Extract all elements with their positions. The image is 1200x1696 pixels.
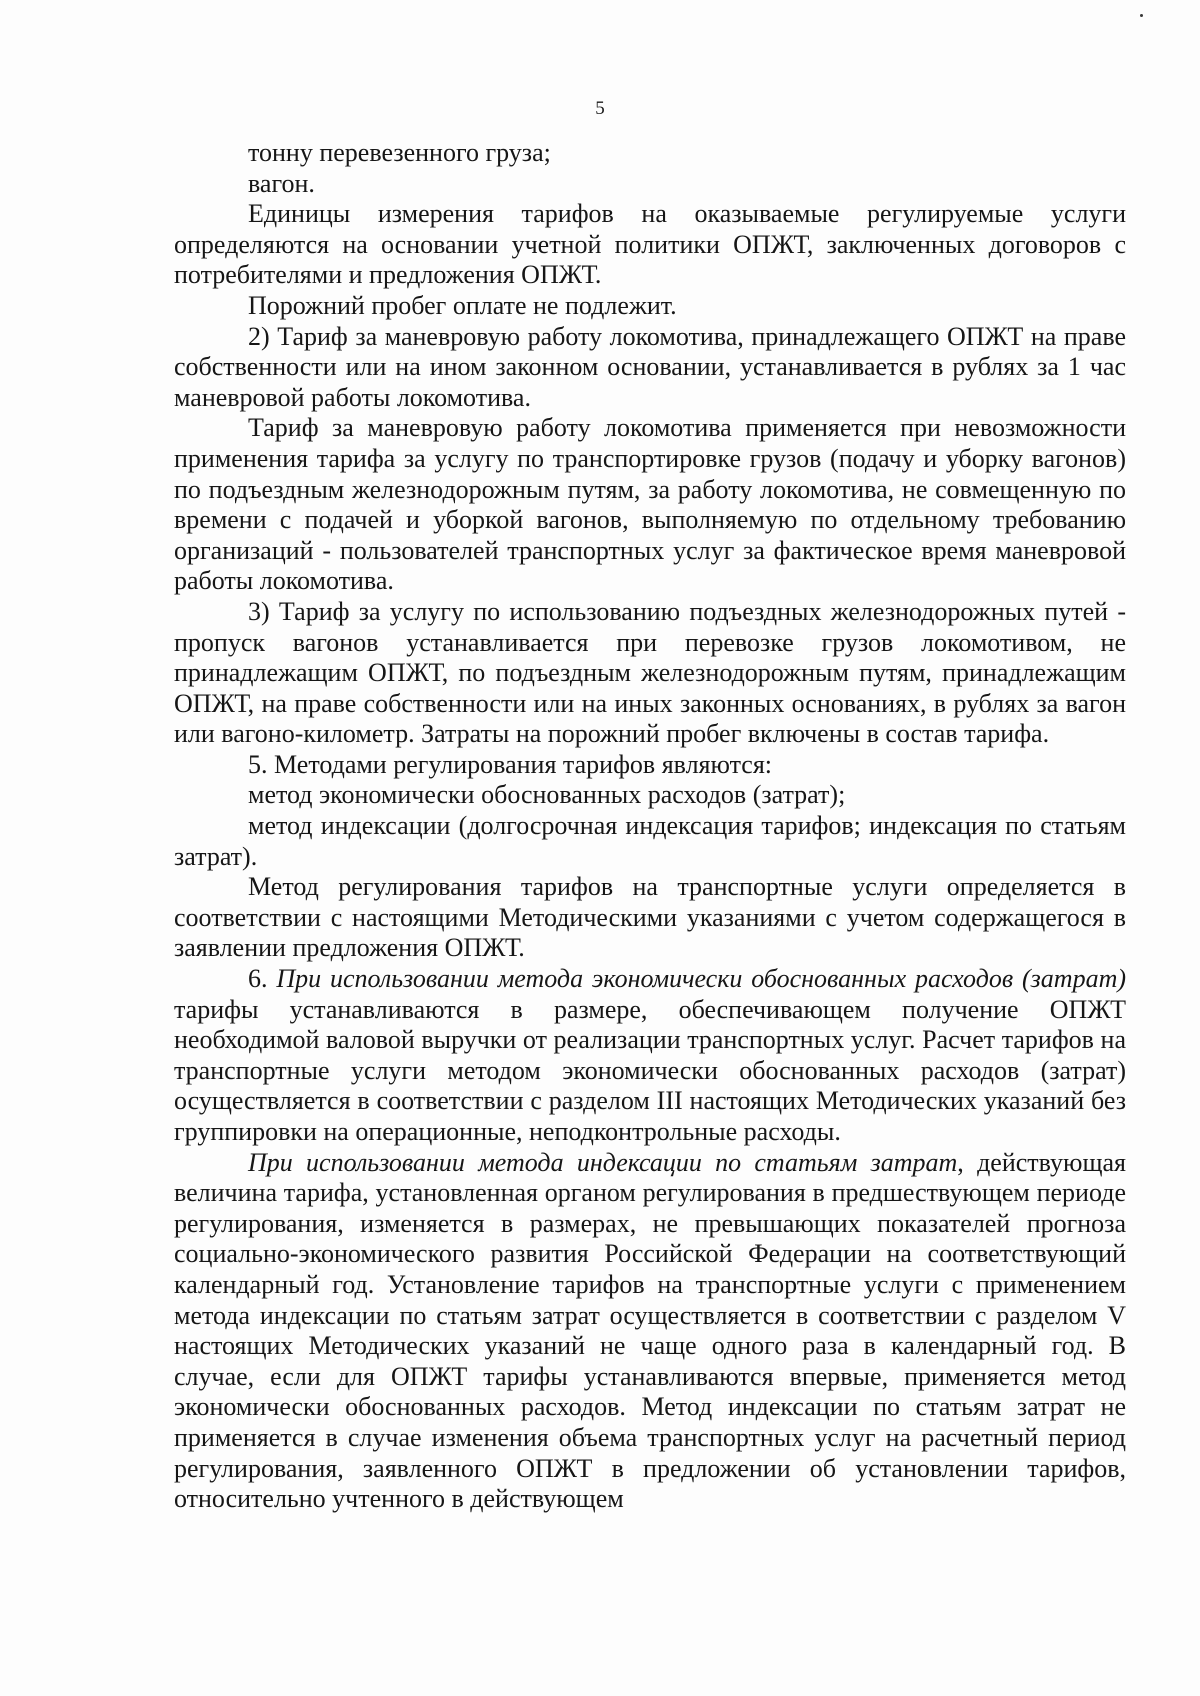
paragraph-cargo-unit: тонну перевезенного груза; bbox=[248, 138, 551, 167]
paragraph-method-economic: метод экономически обоснованных расходов (затрат); bbox=[248, 780, 846, 810]
body-text bbox=[174, 138, 1126, 1515]
paragraph-economic-method-detail bbox=[174, 964, 1126, 1148]
paragraph-lead: 6. bbox=[248, 964, 277, 994]
page-number: 5 bbox=[595, 98, 605, 119]
italic-phrase: При использовании метода индексации по статьям затрат bbox=[248, 1147, 958, 1177]
paragraph-method-determination: Метод регулирования тарифов на транспортные услуги определяется в соответствии с настоящими Методическими указаниями с учетом содержащегося в заявлении предложения ОПЖТ. bbox=[174, 872, 1126, 963]
paragraph-body: , действующая величина тарифа, установленная органом регулирования в предшествующем периоде регулирования, изменяется в размерах, не превышающих показателей прогноза социально-экономического развития Российской Федерации на соответствующий календарный год. Установление тарифов на транспортные услуги с применением метода индексации по статьям затрат осуществляется в соответствии с разделом V настоящих Методических указаний не чаще одного раза в календарный год. В случае, если для ОПЖТ тарифы устанавливаются впервые, применяется метод экономически обоснованных расходов. Метод индексации по статьям затрат не применяется в случае изменения объема транспортных услуг на расчетный период регулирования, заявленного ОПЖТ в предложении об установлении тарифов, относительно учтенного в действующем bbox=[174, 1147, 1126, 1514]
paragraph-body: тарифы устанавливаются в размере, обеспечивающем получение ОПЖТ необходимой валовой выручки от реализации транспортных услуг. Расчет тарифов на транспортные услуги методом экономически обоснованных расходов (затрат) осуществляется в соответствии с разделом III настоящих Методических указаний без группировки на операционные, неподконтрольные расходы. bbox=[174, 994, 1126, 1146]
paragraph-track-usage-tariff: 3) Тариф за услугу по использованию подъездных железнодорожных путей - пропуск вагонов устанавливается при перевозке грузов локомотивом, не принадлежащим ОПЖТ, по подъездным железнодорожным путям, принадлежащим ОПЖТ, на праве собственности или на иных законных основаниях, в рублях за вагон или вагоно-километр. Затраты на порожний пробег включены в состав тарифа. bbox=[174, 596, 1126, 749]
paragraph-wagon-unit: вагон. bbox=[248, 168, 315, 198]
paragraph-method-indexation: метод индексации (долгосрочная индексация тарифов; индексация по статьям затрат). bbox=[174, 811, 1126, 871]
paragraph-shunting-application: Тариф за маневровую работу локомотива применяется при невозможности применения тарифа за услугу по транспортировке грузов (подачу и уборку вагонов) по подъездным железнодорожным путям, за работу локомотива, не совмещенную по времени с подачей и уборкой вагонов, выполняемую по отдельному требованию организаций - пользователей транспортных услуг за фактическое время маневровой работы локомотива. bbox=[174, 413, 1126, 596]
paragraph-measurement-units: Единицы измерения тарифов на оказываемые регулируемые услуги определяются на основании учетной политики ОПЖТ, заключенных договоров с потребителями и предложения ОПЖТ. bbox=[174, 199, 1126, 290]
scan-speck bbox=[1140, 14, 1143, 17]
paragraph-regulation-methods: 5. Методами регулирования тарифов являются: bbox=[248, 749, 772, 779]
italic-phrase: При использовании метода экономически обоснованных расходов (затрат) bbox=[276, 964, 1127, 994]
paragraph-indexation-method-detail bbox=[174, 1148, 1126, 1515]
paragraph-shunting-tariff: 2) Тариф за маневровую работу локомотива, принадлежащего ОПЖТ на праве собственности или на ином законном основании, устанавливается в рублях за 1 час маневровой работы локомотива. bbox=[174, 321, 1126, 412]
paragraph-empty-run: Порожний пробег оплате не подлежит. bbox=[248, 290, 677, 320]
